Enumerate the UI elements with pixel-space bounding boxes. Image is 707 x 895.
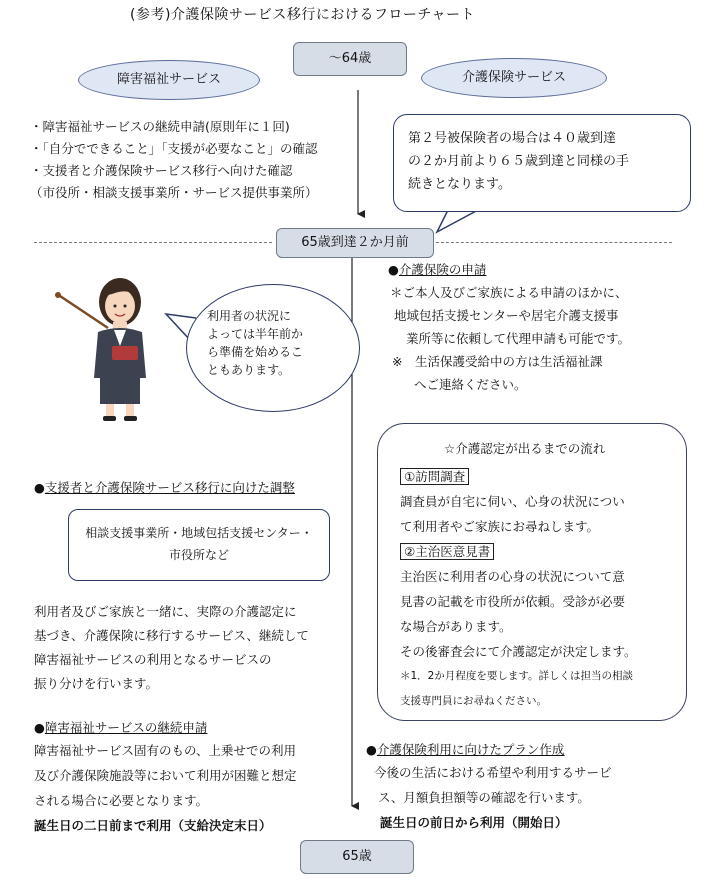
divider-left: [34, 242, 272, 243]
speech-mid-line: ら準備を始めるこ: [207, 345, 304, 359]
bullet-icon: ●: [34, 720, 45, 735]
step-visit-line: て利用者やご家族にお尋ねします。: [400, 519, 600, 534]
speech-mid-line: 利用者の状況に: [207, 309, 292, 323]
ellipse-shogai-label: 障害福祉サービス: [116, 72, 221, 87]
speech-top-line: 続きとなります。: [408, 177, 511, 192]
continue-apply-deadline: 誕生日の二日前まで利用（支給決定末日）: [34, 818, 272, 833]
certification-note: 支援専門員にお尋ねください。: [400, 695, 547, 707]
continue-apply-line: 及び介護保険施設等において利用が困難と想定: [34, 768, 297, 783]
speech-mid-line: よっては半年前か: [207, 327, 304, 341]
divider-right: [436, 242, 672, 243]
step-doctor-line: 見書の記載を市役所が依頼。受診が必要: [400, 594, 626, 609]
step-doctor-line: 主治医に利用者の心身の状況について意: [400, 569, 625, 584]
left-list-item: （市役所・相談支援事業所・サービス提供事業所）: [30, 185, 318, 200]
adjust-org-box: [68, 509, 330, 581]
step-doctor-line: な場合があります。: [400, 619, 512, 634]
ellipse-shogai: [78, 60, 260, 100]
page-title: (参考)介護保険サービス移行におけるフローチャート: [130, 7, 476, 23]
step-doctor-label: ②主治医意見書: [400, 543, 494, 560]
continue-apply-section: [34, 718, 297, 838]
adjust-org-line: 市役所など: [168, 548, 229, 562]
plan-heading: 介護保険利用に向けたプラン作成: [376, 742, 565, 757]
kaigo-apply-line: 地域包括支援センターや居宅介護支援事: [394, 308, 619, 323]
speech-top-line: 第２号被保険者の場合は４０歳到達: [408, 131, 617, 146]
continue-apply-heading: 障害福祉サービスの継続申請: [44, 720, 208, 735]
bullet-icon: ●: [366, 742, 377, 757]
stage-start-label: ～64歳: [328, 51, 372, 66]
stage-end-label: 65歳: [342, 849, 372, 864]
adjust-org-line: 相談支援事業所・地域包括支援センター・: [85, 526, 313, 540]
step-visit-label: ①訪問調査: [400, 468, 469, 485]
plan-line: 今後の生活における希望や利用するサービ: [374, 765, 612, 780]
certification-box: [377, 423, 687, 721]
plan-section: [366, 740, 612, 835]
left-list-item: ・支援者と介護保険サービス移行へ向けた確認: [30, 163, 293, 178]
stage-end-box: [300, 840, 414, 874]
adjust-line: 障害福祉サービスの利用となるサービスの: [34, 652, 272, 667]
adjust-line: 利用者及びご家族と一緒に、実際の介護認定に: [34, 604, 297, 619]
step-visit-line: 調査員が自宅に伺い、心身の状況につい: [400, 494, 625, 509]
ellipse-kaigo: [421, 58, 607, 98]
plan-line: ス、月額負担額等の確認を行います。: [378, 790, 590, 805]
bullet-icon: ●: [34, 480, 45, 495]
kaigo-apply-line: ※ 生活保護受給中の方は生活福祉課: [392, 354, 603, 369]
adjust-line: 振り分けを行います。: [34, 676, 159, 691]
kaigo-apply-line: 業所等に依頼して代理申請も可能です。: [406, 331, 631, 346]
stage-mid-label: 65歳到達２か月前: [301, 235, 409, 250]
bullet-icon: ●: [388, 262, 399, 277]
speech-mid: [186, 284, 360, 412]
speech-top-line: の２か月前より６５歳到達と同様の手: [408, 154, 630, 169]
left-list-item: ・「自分でできること」「支援が必要なこと」の確認: [30, 141, 318, 156]
kaigo-apply-heading: 介護保険の申請: [398, 262, 487, 277]
continue-apply-line: 障害福祉サービス固有のもの、上乗せでの利用: [34, 743, 297, 758]
adjust-text: [34, 600, 309, 696]
certification-note: ＊1．2か月程度を要します。詳しくは担当の相談: [400, 670, 634, 682]
plan-start: 誕生日の前日から利用（開始日）: [380, 815, 568, 830]
stage-start-box: [293, 42, 407, 76]
certification-heading: ☆介護認定が出るまでの流れ: [444, 441, 606, 456]
adjust-section: [34, 478, 295, 496]
ellipse-kaigo-label: 介護保険サービス: [461, 70, 566, 85]
step-doctor-line: その後審査会にて介護認定が決定します。: [400, 644, 637, 659]
continue-apply-line: される場合に必要となります。: [34, 793, 209, 808]
kaigo-apply-section: [388, 260, 630, 396]
speech-top-tail: [437, 210, 478, 232]
speech-mid-line: ともあります。: [207, 363, 291, 377]
adjust-heading: 支援者と介護保険サービス移行に向けた調整: [44, 480, 295, 495]
kaigo-apply-line: ＊ご本人及びご家族による申請のほかに、: [390, 285, 628, 300]
stage-mid-box: [276, 228, 434, 258]
adjust-line: 基づき、介護保険に移行するサービス、継続して: [34, 628, 309, 643]
speech-top: [393, 114, 691, 212]
left-list-item: ・障害福祉サービスの継続申請(原則年に１回): [30, 119, 290, 134]
kaigo-apply-line: へご連絡ください。: [414, 377, 527, 392]
left-list: [30, 116, 318, 204]
